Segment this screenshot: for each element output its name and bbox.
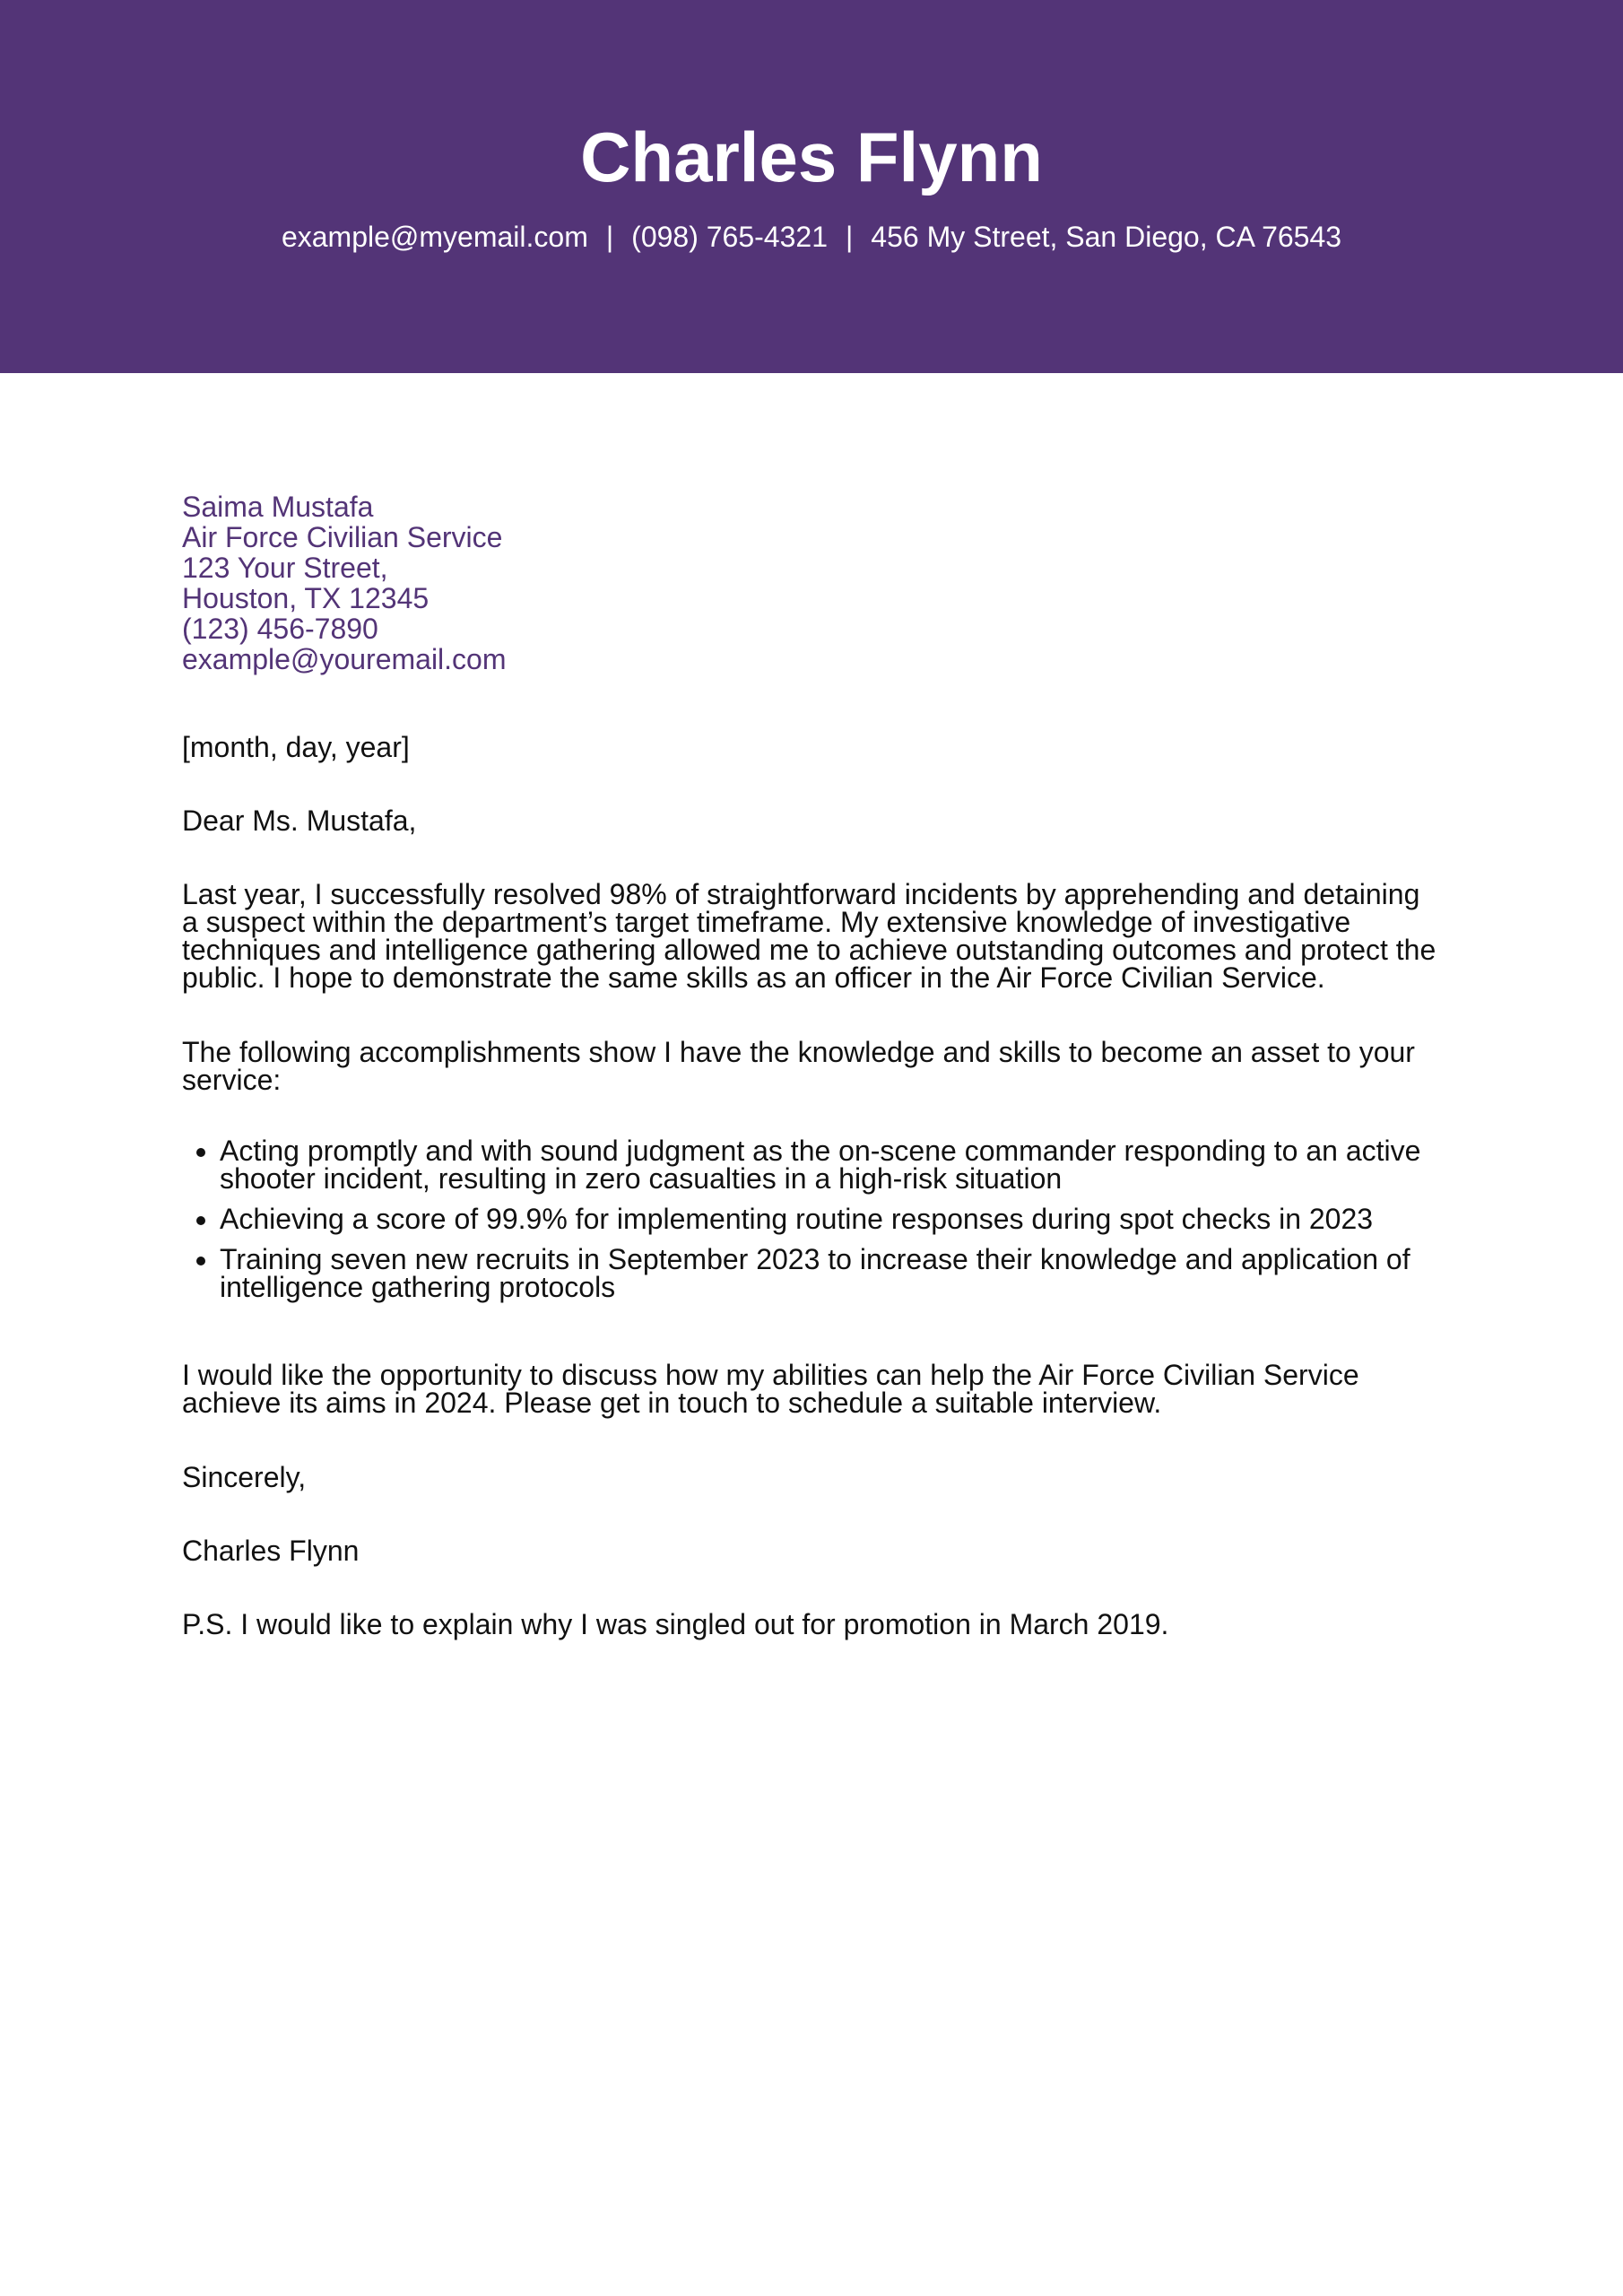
recipient-block — [182, 491, 507, 674]
recipient-phone: (123) 456-7890 — [182, 613, 378, 645]
sender-name: Charles Flynn — [580, 117, 1043, 196]
postscript: P.S. I would like to explain why I was singled out for promotion in March 2019. — [182, 1608, 1169, 1640]
signature-name: Charles Flynn — [182, 1535, 360, 1567]
contact-separator: | — [845, 221, 854, 253]
letter-date: [month, day, year] — [182, 731, 410, 763]
sender-email: example@myemail.com — [281, 221, 588, 253]
accomplishment-item: • Training seven new recruits in September 2023 to increase their knowledge and application of intelligence gathering protocols — [220, 1246, 1475, 1301]
recipient-street: 123 Your Street, — [182, 552, 388, 584]
salutation: Dear Ms. Mustafa, — [182, 804, 417, 837]
closing: Sincerely, — [182, 1461, 307, 1493]
body-paragraph-1: Last year, I successfully resolved 98% of straightforward incidents by apprehending and detaining a suspect within the department’s target timeframe. My extensive knowledge of investigative techniques and intelligence gathering allowed me to achieve outstanding outcomes and protect the public. I hope to demonstrate the same skills as an officer in the Air Force Civilian Service. — [182, 878, 1436, 994]
body-paragraph-2: The following accomplishments show I have the knowledge and skills to become an asset to your service: — [182, 1036, 1415, 1096]
accomplishment-item: • Acting promptly and with sound judgment as the on-scene commander responding to an active shooter incident, resulting in zero casualties in a high-risk situation — [220, 1137, 1475, 1193]
recipient-name: Saima Mustafa — [182, 491, 374, 523]
body-paragraph-3: I would like the opportunity to discuss how my abilities can help the Air Force Civilian Service achieve its aims in 2024. Please get in touch to schedule a suitable interview. — [182, 1359, 1359, 1419]
accomplishments-list — [182, 1137, 1475, 1314]
recipient-email: example@youremail.com — [182, 643, 507, 675]
contact-separator: | — [605, 221, 614, 253]
sender-phone: (098) 765-4321 — [631, 221, 828, 253]
recipient-city: Houston, TX 12345 — [182, 582, 430, 614]
sender-contact-line — [0, 219, 1623, 255]
sender-address: 456 My Street, San Diego, CA 76543 — [871, 221, 1342, 253]
letter-header — [0, 0, 1623, 373]
recipient-organization: Air Force Civilian Service — [182, 521, 503, 553]
accomplishment-item: • Achieving a score of 99.9% for implementing routine responses during spot checks in 2023 — [220, 1205, 1475, 1233]
